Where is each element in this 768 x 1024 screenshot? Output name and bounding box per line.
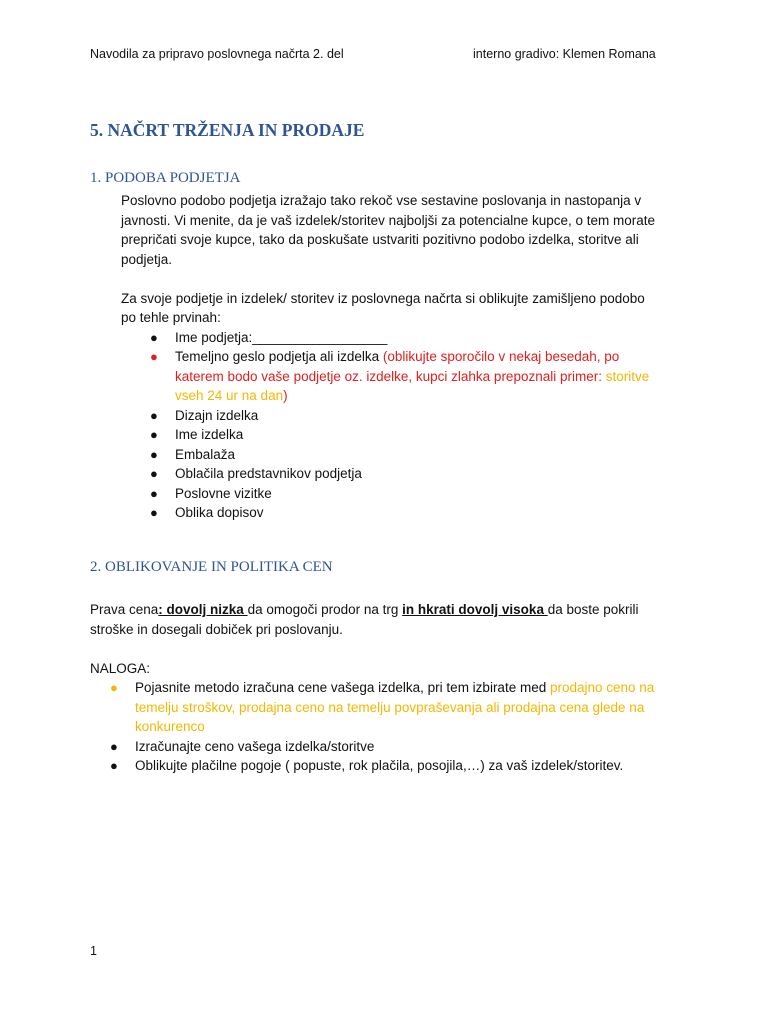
bullet-icon: ● — [150, 427, 158, 442]
bullet-icon: ● — [150, 329, 158, 345]
header-left: Navodila za pripravo poslovnega načrta 2. del — [90, 47, 344, 61]
section1-instruction: Za svoje podjetje in izdelek/ storitev iz poslovnega načrta si oblikujte zamišljeno podobo po tehle prvinah: — [121, 290, 645, 325]
list-item: ● Oblačila predstavnikov podjetja — [175, 464, 661, 484]
bullet-icon: ● — [150, 349, 158, 364]
bullet-icon: ● — [110, 738, 118, 754]
section1-body — [121, 191, 661, 523]
list-item: ● Dizajn izdelka — [175, 406, 661, 426]
list-item: ● Poslovne vizitke — [175, 484, 661, 504]
section1-heading: 1. PODOBA PODJETJA — [90, 170, 241, 186]
section2-body — [90, 600, 670, 776]
slogan-example: storitve vseh 24 ur na dan — [175, 368, 650, 403]
header-right: interno gradivo: Klemen Romana — [473, 47, 656, 61]
section1-list — [150, 328, 661, 523]
slogan-note: (oblikujte sporočilo v nekaj besedah, po katerem bodo vaše podjetje oz. izdelke, kupci zlahka prepoznali primer: — [175, 349, 620, 384]
list-item: ● Ime izdelka — [175, 425, 661, 445]
task-list — [110, 678, 670, 776]
bullet-icon: ● — [110, 758, 118, 773]
task-label: NALOGA: — [90, 660, 151, 676]
page-number: 1 — [90, 944, 97, 958]
bullet-icon: ● — [150, 505, 158, 520]
section2-heading: 2. OBLIKOVANJE IN POLITIKA CEN — [90, 559, 333, 575]
bullet-icon: ● — [150, 407, 158, 423]
list-item: ● Oblika dopisov — [175, 503, 661, 523]
bullet-icon: ● — [110, 680, 118, 695]
bullet-icon: ● — [150, 485, 158, 501]
list-item: ● Ime podjetja:__________________ — [175, 328, 661, 348]
list-item-slogan: ● Temeljno geslo podjetja ali izdelka (oblikujte sporočilo v nekaj besedah, po katerem bodo vaše podjetje oz. izdelke, kupci zlahka prepoznali primer: storitve vseh 24 ur na dan) — [150, 349, 650, 403]
page-title: 5. NAČRT TRŽENJA IN PRODAJE — [90, 120, 365, 140]
price-definition: Prava cena: dovolj nizka da omogoči prodor na trg in hkrati dovolj visoka da boste pokrili stroške in dosegali dobiček pri poslovanju. — [90, 602, 639, 637]
list-item: ● Embalaža — [175, 445, 661, 465]
bullet-icon: ● — [150, 466, 158, 481]
bullet-icon: ● — [150, 446, 158, 462]
list-item: ● Pojasnite metodo izračuna cene vašega izdelka, pri tem izbirate med prodajno ceno na temelju stroškov, prodajna ceno na temelju povpraševanja ali prodajna cena glede na konkurenco — [110, 680, 655, 734]
list-item: ● Oblikujte plačilne pogoje ( popuste, rok plačila, posojila,…) za vaš izdelek/storitev. — [135, 756, 670, 776]
section1-intro: Poslovno podobo podjetja izražajo tako rekoč vse sestavine poslovanja in nastopanja v javnosti. Vi menite, da je vaš izdelek/storitev najboljši za potencialne kupce, o tem morate prepričati svoje kupce, tako da poskušate ustvariti pozitivno podobo izdelka, storitve ali podjetja. — [121, 193, 656, 267]
list-item: ● Izračunajte ceno vašega izdelka/storitve — [135, 737, 670, 757]
pricing-methods: prodajno ceno na temelju stroškov, prodajna ceno na temelju povpraševanja ali prodajna cena glede na konkurenco — [135, 680, 655, 734]
